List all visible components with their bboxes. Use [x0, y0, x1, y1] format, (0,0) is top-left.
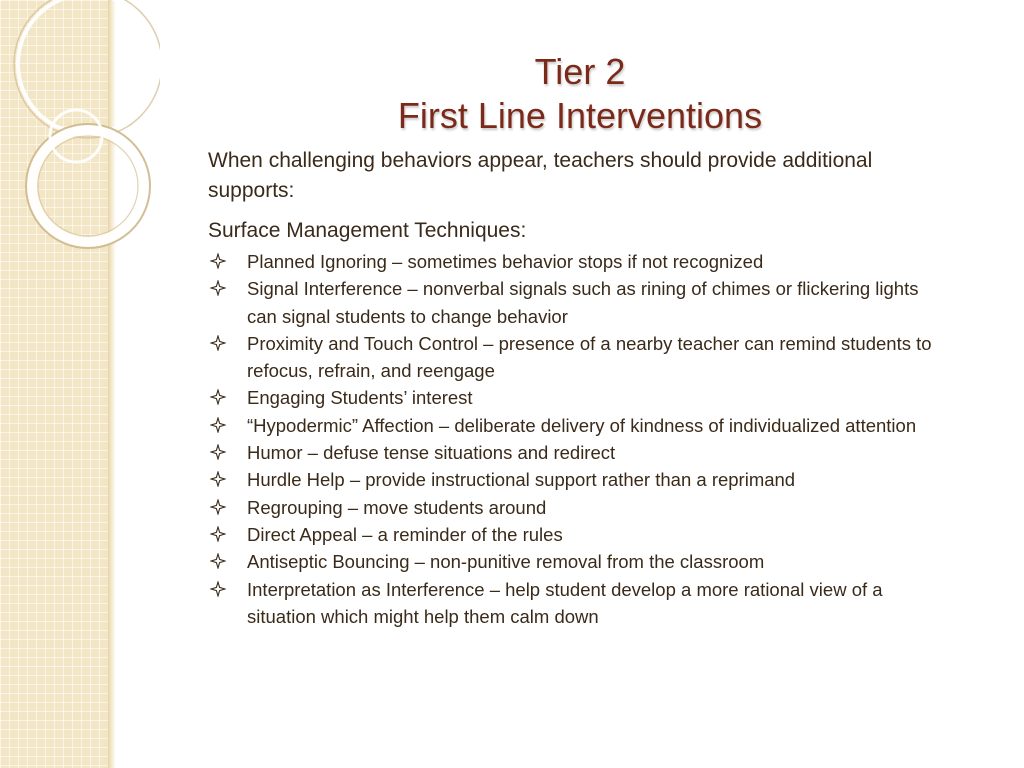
four-point-star-icon — [210, 417, 226, 433]
four-point-star-icon — [210, 253, 226, 269]
bullet-item — [208, 548, 948, 575]
bullet-text: “Hypodermic” Affection – deliberate delivery of kindness of individualized attention — [247, 414, 917, 436]
four-point-star-icon — [210, 335, 226, 351]
bullet-text: Engaging Students’ interest — [247, 387, 473, 409]
bullet-text: Direct Appeal – a reminder of the rules — [247, 523, 563, 545]
four-point-star-icon — [210, 471, 226, 487]
four-point-star-icon — [210, 499, 226, 515]
bullet-item — [208, 330, 948, 385]
four-point-star-icon — [210, 581, 226, 597]
bullet-list — [208, 248, 948, 630]
bullet-item — [208, 384, 948, 411]
bullet-item — [208, 439, 948, 466]
bullet-item — [208, 466, 948, 493]
bullet-text: Interpretation as Interference – help student develop a more rational view of a situation which might help them calm down — [247, 578, 883, 627]
intro-text: When challenging behaviors appear, teachers should provide additional supports: — [208, 149, 873, 202]
bullet-item — [208, 494, 948, 521]
section-subheading: Surface Management Techniques: — [208, 219, 527, 242]
slide-title — [330, 50, 830, 138]
slide-body — [208, 146, 948, 630]
bullet-item — [208, 412, 948, 439]
bullet-text: Signal Interference – nonverbal signals such as rining of chimes or flickering lights can signal students to change behavior — [247, 278, 919, 327]
bullet-item — [208, 248, 948, 275]
bullet-text: Antiseptic Bouncing – non-punitive removal from the classroom — [247, 551, 765, 573]
title-line-2: First Line Interventions — [397, 95, 763, 136]
four-point-star-icon — [210, 526, 226, 542]
decorative-rings — [0, 0, 160, 300]
bullet-item — [208, 576, 948, 631]
four-point-star-icon — [210, 444, 226, 460]
bullet-text: Proximity and Touch Control – presence of a nearby teacher can remind students to refocus, refrain, and reengage — [247, 332, 932, 382]
title-line-1: Tier 2 — [534, 51, 626, 92]
medium-ring — [26, 124, 150, 248]
bullet-text: Hurdle Help – provide instructional support rather than a reprimand — [247, 469, 796, 491]
large-ring — [14, 0, 160, 138]
bullet-item — [208, 275, 948, 330]
bullet-text: Humor – defuse tense situations and redirect — [247, 442, 616, 464]
bullet-text: Planned Ignoring – sometimes behavior stops if not recognized — [247, 251, 764, 272]
bullet-item — [208, 521, 948, 548]
four-point-star-icon — [210, 553, 226, 569]
bullet-text: Regrouping – move students around — [247, 496, 547, 518]
four-point-star-icon — [210, 280, 226, 296]
four-point-star-icon — [210, 389, 226, 405]
